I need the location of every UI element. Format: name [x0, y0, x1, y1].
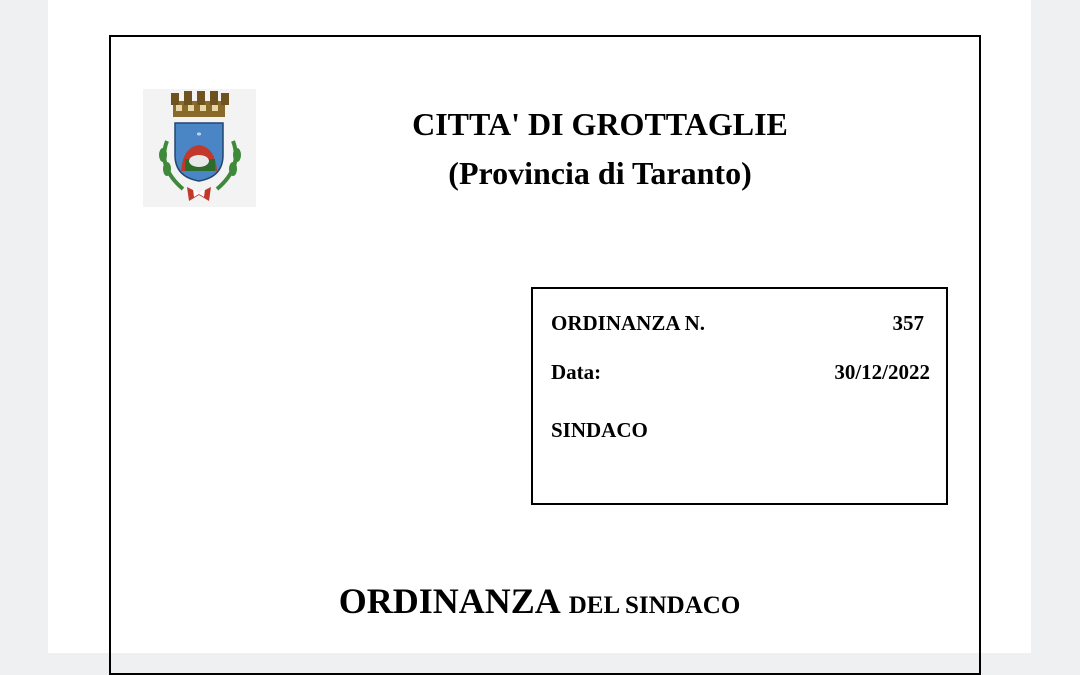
- document-title: [48, 580, 1031, 622]
- ordinance-number-label: ORDINANZA N.: [551, 311, 706, 335]
- ordinance-date-value: 30/12/2022: [834, 360, 930, 384]
- city-name: CITTA' DI GROTTAGLIE: [412, 106, 788, 142]
- ordinance-date-label: Data:: [551, 360, 602, 384]
- coat-of-arms-icon: [143, 89, 256, 207]
- svg-text:*: *: [196, 131, 202, 142]
- province-name: (Provincia di Taranto): [448, 155, 752, 191]
- document-title-main: ORDINANZA: [338, 581, 561, 621]
- ordinance-issuer: SINDACO: [551, 418, 648, 442]
- ordinance-number-value: 357: [892, 311, 924, 335]
- document-page: [48, 0, 1031, 653]
- document-title-sub: DEL SINDACO: [568, 592, 741, 619]
- ordinance-info-box: [531, 287, 948, 505]
- municipality-heading: [298, 104, 902, 193]
